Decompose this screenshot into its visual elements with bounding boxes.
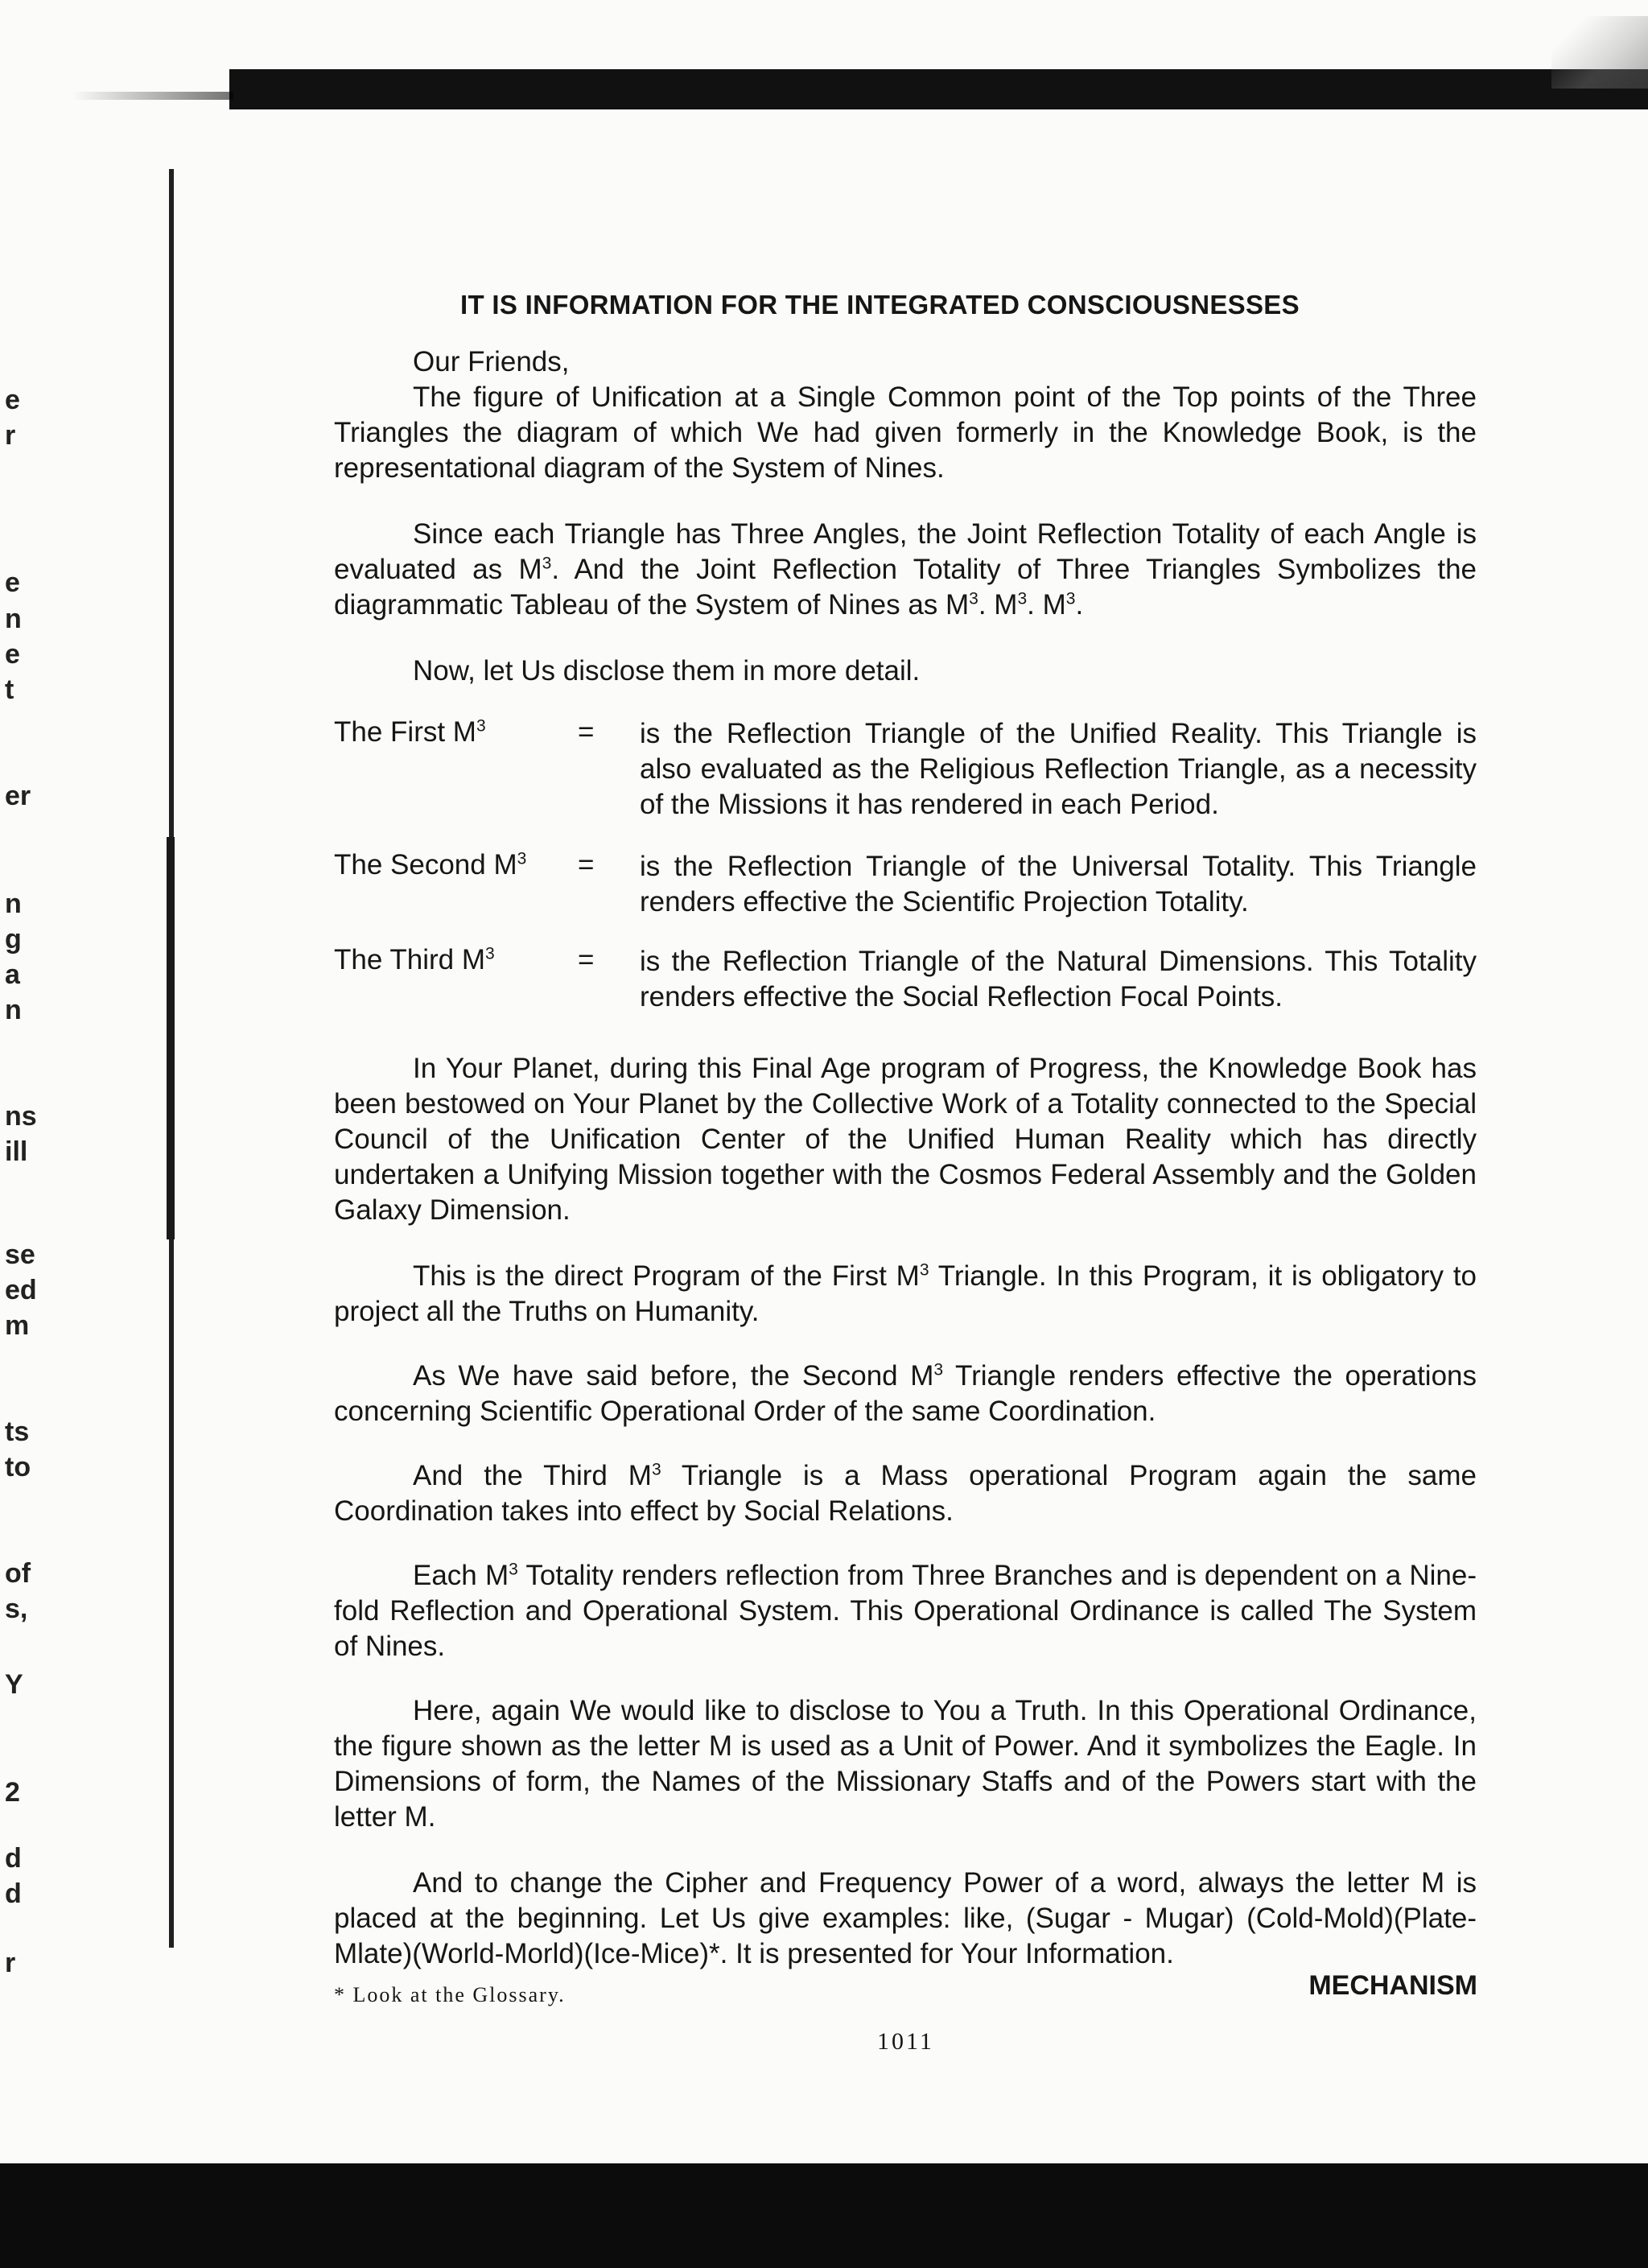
book-binding-shadow <box>167 837 175 1239</box>
margin-fragment: g <box>5 924 22 955</box>
paragraph-1: The figure of Unification at a Single Common point of the Top points of the Three Triangles the diagram of which We had given formerly in the Knowledge Book, is the representational diagram of the System of Nines. <box>334 381 1477 484</box>
margin-fragment: n <box>5 889 22 919</box>
margin-fragment: r <box>5 1948 16 1978</box>
margin-fragment: r <box>5 420 16 451</box>
margin-fragment: to <box>5 1452 31 1482</box>
definition-label-first: The First $M^3$ <box>334 716 486 748</box>
definition-text-second: is the Reflection Triangle of the Universal Totality. This Triangle renders effective the Scientific Projection Totality. <box>640 851 1477 918</box>
margin-fragment: ns <box>5 1101 37 1132</box>
margin-fragment: ts <box>5 1416 30 1447</box>
paragraph-8: Each $M^3$ Totality renders reflection from Three Branches and is dependent on a Nine-fold Reflection and Operational System. This Operational Ordinance is called The System of Nines. <box>334 1560 1477 1662</box>
margin-fragment: e <box>5 567 20 598</box>
definition-equals: = <box>578 944 595 975</box>
margin-fragment: a <box>5 959 20 990</box>
paragraph-6: As We have said before, the Second $M^3$ Triangle renders effective the operations concerning Scientific Operational Order of the same Coordination. <box>334 1360 1477 1427</box>
margin-fragment: e <box>5 639 20 670</box>
scan-corner-fold <box>1551 16 1648 89</box>
facing-page-margin <box>0 0 48 2173</box>
margin-fragment: ill <box>5 1136 28 1167</box>
page-title: IT IS INFORMATION FOR THE INTEGRATED CONSCIOUSNESSES <box>460 290 1300 320</box>
paragraph-3: Now, let Us disclose them in more detail. <box>413 655 921 687</box>
definition-label-third: The Third $M^3$ <box>334 944 495 975</box>
paragraph-10: And to change the Cipher and Frequency Power of a word, always the letter M is placed at the beginning. Let Us give examples: like, (Sugar - Mugar) (Cold-Mold)(Plate-Mlate)(World-Morld)(Ice-Mice)*. It is presented for Your Information. <box>334 1867 1477 1969</box>
margin-fragment: of <box>5 1558 31 1589</box>
margin-fragment: e <box>5 385 20 415</box>
margin-fragment: Y <box>5 1669 23 1700</box>
margin-fragment: s, <box>5 1594 28 1624</box>
margin-fragment: t <box>5 674 14 705</box>
scan-shadow-top-fade <box>72 92 233 100</box>
definition-equals: = <box>578 716 595 748</box>
margin-fragment: m <box>5 1310 30 1341</box>
margin-fragment: 2 <box>5 1777 20 1808</box>
margin-fragment: se <box>5 1239 35 1270</box>
margin-fragment: d <box>5 1843 22 1874</box>
paragraph-9: Here, again We would like to disclose to You a Truth. In this Operational Ordinance, the figure shown as the letter M is used as a Unit of Power. And it symbolizes the Eagle. In Dimensions of form, the Names of the Missionary Staffs and of the Powers start with the letter M. <box>334 1695 1477 1833</box>
margin-fragment: ed <box>5 1275 37 1305</box>
signature: MECHANISM <box>1308 1970 1477 2001</box>
footnote: * Look at the Glossary. <box>334 1983 566 2006</box>
paragraph-4: In Your Planet, during this Final Age program of Progress, the Knowledge Book has been bestowed on Your Planet by the Collective Work of a Totality connected to the Special Council of the Unification Center of the Unified Human Reality which has directly undertaken a Unifying Mission together with the Cosmos Federal Assembly and the Golden Galaxy Dimension. <box>334 1053 1477 1226</box>
definition-label-second: The Second $M^3$ <box>334 849 527 880</box>
definition-equals: = <box>578 849 595 880</box>
paragraph-7: And the Third $M^3$ Triangle is a Mass operational Program again the same Coordination takes into effect by Social Relations. <box>334 1460 1477 1527</box>
salutation: Our Friends, <box>413 346 570 377</box>
page-number: 1011 <box>877 2028 934 2055</box>
definition-text-third: is the Reflection Triangle of the Natural Dimensions. This Totality renders effective the Social Reflection Focal Points. <box>640 946 1477 1012</box>
scan-shadow-bottom <box>0 2163 1648 2268</box>
scan-shadow-top <box>229 69 1648 109</box>
definition-text-first: is the Reflection Triangle of the Unified Reality. This Triangle is also evaluated as the Religious Reflection Triangle, as a necessity of the Missions it has rendered in each Period. <box>640 718 1477 820</box>
margin-fragment: d <box>5 1878 22 1909</box>
paragraph-2: Since each Triangle has Three Angles, the Joint Reflection Totality of each Angle is evaluated as $M^3$. And the Joint Reflection Totality of Three Triangles Symbolizes the diagrammatic Tableau of the System of Nines as $M^3$. $M^3$. $M^3$. <box>334 518 1477 621</box>
paragraph-5: This is the direct Program of the First $M^3$ Triangle. In this Program, it is obligatory to project all the Truths on Humanity. <box>334 1260 1477 1327</box>
margin-fragment: n <box>5 604 22 634</box>
margin-fragment: n <box>5 995 22 1025</box>
margin-fragment: er <box>5 781 31 811</box>
